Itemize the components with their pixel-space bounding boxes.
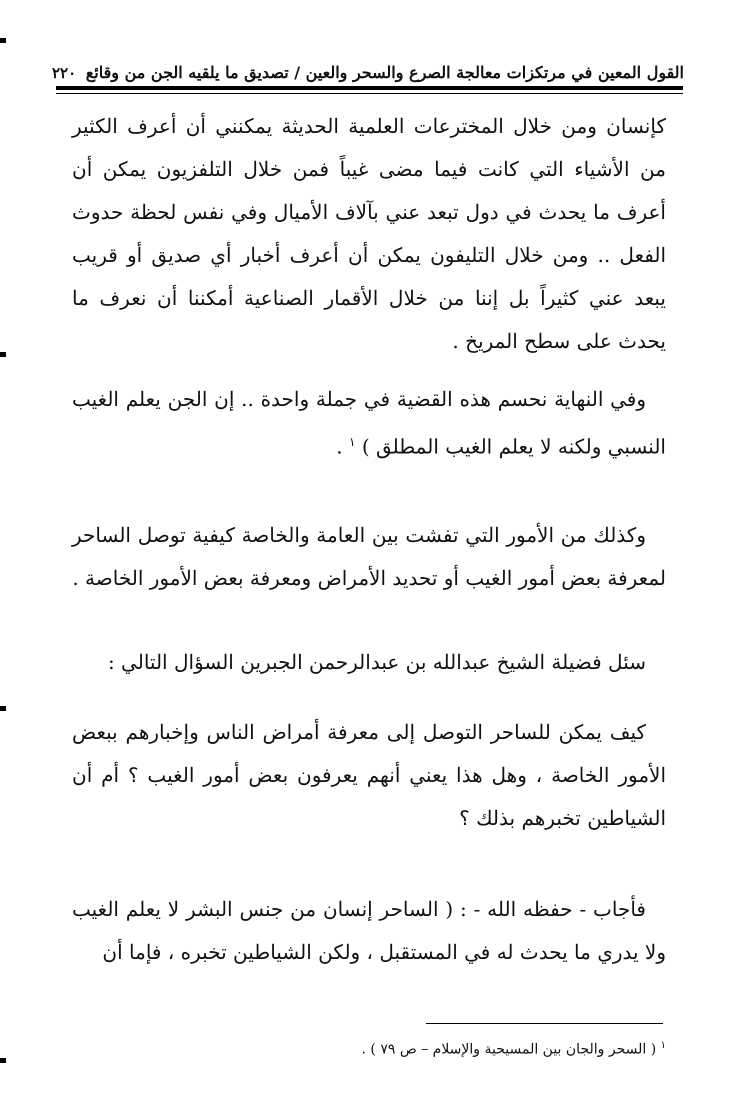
running-title: القول المعين في مرتكزات معالجة الصرع والسحر والعين / تصديق ما يلقيه الجن من وقائع [85, 63, 684, 82]
paragraph-question: كيف يمكن للساحر التوصل إلى معرفة أمراض الناس وإخبارهم ببعض الأمور الخاصة ، وهل هذا يعني أنهم يعرفون بعض أمور الغيب ؟ أم أن الشياطين تخبرهم بذلك ؟ [72, 720, 666, 830]
footnote [200, 1040, 666, 1058]
scan-mark-3 [0, 706, 6, 711]
scan-mark-1 [0, 38, 6, 43]
paragraph-answer: فأجاب - حفظه الله - : ( الساحر إنسان من جنس البشر لا يعلم الغيب ولا يدري ما يحدث له في المستقبل ، ولكن الشياطين تخبره ، فإما أن [72, 897, 666, 964]
page-number: ٢٢٠ [52, 64, 77, 82]
footnote-marker: ١ [660, 1040, 666, 1051]
header-rule-thick [56, 86, 683, 90]
paragraph-3: وكذلك من الأمور التي تفشت بين العامة والخاصة كيفية توصل الساحر لمعرفة بعض أمور الغيب أو تحديد الأمراض ومعرفة بعض الأمور الخاصة . [72, 523, 666, 590]
footnote-separator [426, 1023, 663, 1024]
page-header [52, 48, 684, 82]
paragraph-2 [72, 378, 666, 469]
footnote-ref: ١ [349, 435, 356, 449]
footnote-text: ( السحر والجان بين المسيحية والإسلام – ص ٧٩ ) . [361, 1041, 657, 1058]
scan-mark-2 [0, 352, 6, 357]
header-rule-thin [56, 93, 683, 94]
paragraph-2-text: وفي النهاية نحسم هذه القضية في جملة واحدة .. إن الجن يعلم الغيب النسبي ولكنه لا يعلم الغيب المطلق ) [72, 387, 666, 459]
paragraph-1: كإنسان ومن خلال المخترعات العلمية الحديثة يمكنني أن أعرف الكثير من الأشياء التي كانت فيما مضى غيباً فمن خلال التلفزيون يمكن أن أعرف ما يحدث في دول تبعد عني بآلاف الأميال وفي نفس لحظة حدوث الفعل .. ومن خلال التليفون يمكن أن أعرف أخبار أي صديق أو قريب يبعد عني كثيراً بل إننا من خلال الأقمار الصناعية أمكننا أن نعرف ما يحدث على سطح المريخ . [72, 114, 666, 353]
paragraph-2-end: . [336, 434, 349, 459]
paragraph-question-intro: سئل فضيلة الشيخ عبدالله بن عبدالرحمن الجبرين السؤال التالي : [107, 650, 646, 674]
scan-mark-4 [0, 1058, 6, 1063]
